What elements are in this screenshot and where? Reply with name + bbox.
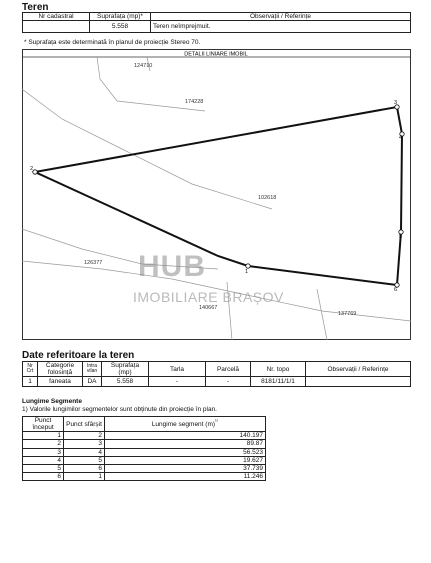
vertex-marker (33, 170, 37, 174)
cell-observatii: Teren neîmprejmuit. (151, 21, 411, 33)
col-suprafata: Suprafața (mp) (102, 362, 149, 377)
col-nr-topo: Nr. topo (251, 362, 306, 377)
cell-punct-inceput: 1 (23, 432, 64, 440)
col-nr-cadastral: Nr cadastral (23, 13, 90, 21)
vertex-label: 4 (399, 135, 403, 141)
teren-table (22, 12, 411, 33)
table-row (23, 448, 266, 456)
cell-categorie: faneata (38, 377, 83, 387)
col-observatii: Observații / Referințe (306, 362, 411, 377)
cell-observatii (306, 377, 411, 387)
teren-title: Teren (22, 2, 49, 13)
col-punct-sfarsit: Punct sfârșit (64, 417, 105, 432)
cell-nr-topo: 8181/11/1/1 (251, 377, 306, 387)
vertex-marker (246, 264, 250, 268)
col-lungime-label: Lungime segment (m) (151, 421, 216, 429)
teren-note: * Suprafața este determinată în planul de proiecție Stereo 70. (24, 39, 201, 46)
parcel-label: 126377 (84, 260, 103, 266)
table-row (23, 472, 266, 480)
segmente-table (22, 416, 266, 481)
vertex-label: 3 (394, 100, 398, 106)
cell-punct-inceput: 6 (23, 472, 64, 480)
cell-lungime: 37.739 (105, 464, 266, 472)
plan-title: DETALII LINIARE IMOBIL (184, 51, 248, 58)
cell-punct-sfarsit: 5 (64, 456, 105, 464)
col-lungime (105, 417, 266, 432)
cell-nr-crt: 1 (23, 377, 38, 387)
table-row (23, 464, 266, 472)
vertex-label: 2 (30, 166, 34, 172)
table-row (23, 456, 266, 464)
cell-punct-sfarsit: 6 (64, 464, 105, 472)
col-suprafata: Suprafața (mp)* (90, 13, 151, 21)
cell-punct-inceput: 4 (23, 456, 64, 464)
cell-lungime: 56.523 (105, 448, 266, 456)
col-tarla: Tarla (149, 362, 206, 377)
date-teren-table (22, 361, 411, 387)
cell-parcela: - (206, 377, 251, 387)
cell-suprafata: 5.558 (102, 377, 149, 387)
cell-nr-cadastral (23, 21, 90, 33)
cell-lungime: 11.246 (105, 472, 266, 480)
segmente-title: Lungime Segmente (22, 398, 82, 405)
segmente-note: 1) Valorile lungimilor segmentelor sunt obținute din proiecție în plan. (22, 406, 217, 413)
col-categorie: Categorie folosință (38, 362, 83, 377)
col-parcela: Parcelă (206, 362, 251, 377)
cell-lungime: 89.87 (105, 440, 266, 448)
watermark-subtitle: IMOBILIARE BRAȘOV (133, 289, 284, 305)
parcel-label: 140667 (199, 305, 218, 311)
cell-suprafata: 5.558 (90, 21, 151, 33)
vertex-label: 1 (245, 269, 249, 275)
cell-punct-inceput: 5 (23, 464, 64, 472)
watermark-logo: HUB (138, 250, 206, 283)
col-observatii: Observații / Referințe (151, 13, 411, 21)
parcel-label: 137769 (338, 311, 357, 317)
col-punct-inceput: Punct început (23, 417, 64, 432)
vertex-label: 6 (394, 287, 398, 293)
cell-intravilan: DA (83, 377, 102, 387)
col-nr-crt: Nr Crt (23, 362, 38, 377)
table-row (23, 432, 266, 440)
parcel-label: 102618 (258, 195, 277, 201)
cell-lungime: 140.197 (105, 432, 266, 440)
vertex-label: 5 (399, 234, 403, 240)
cell-punct-sfarsit: 2 (64, 432, 105, 440)
date-teren-title: Date referitoare la teren (22, 350, 135, 361)
cell-punct-inceput: 2 (23, 440, 64, 448)
col-lungime-footnote: ¹⁾ (215, 418, 219, 425)
cell-lungime: 19.627 (105, 456, 266, 464)
cell-punct-inceput: 3 (23, 448, 64, 456)
segmente-rows (23, 432, 266, 481)
cell-tarla: - (149, 377, 206, 387)
cell-punct-sfarsit: 1 (64, 472, 105, 480)
col-intravilan: Intra vilan (83, 362, 102, 377)
cell-punct-sfarsit: 3 (64, 440, 105, 448)
parcel-label: 124710 (134, 63, 153, 69)
cell-punct-sfarsit: 4 (64, 448, 105, 456)
parcel-label: 174228 (185, 99, 204, 105)
table-row (23, 440, 266, 448)
